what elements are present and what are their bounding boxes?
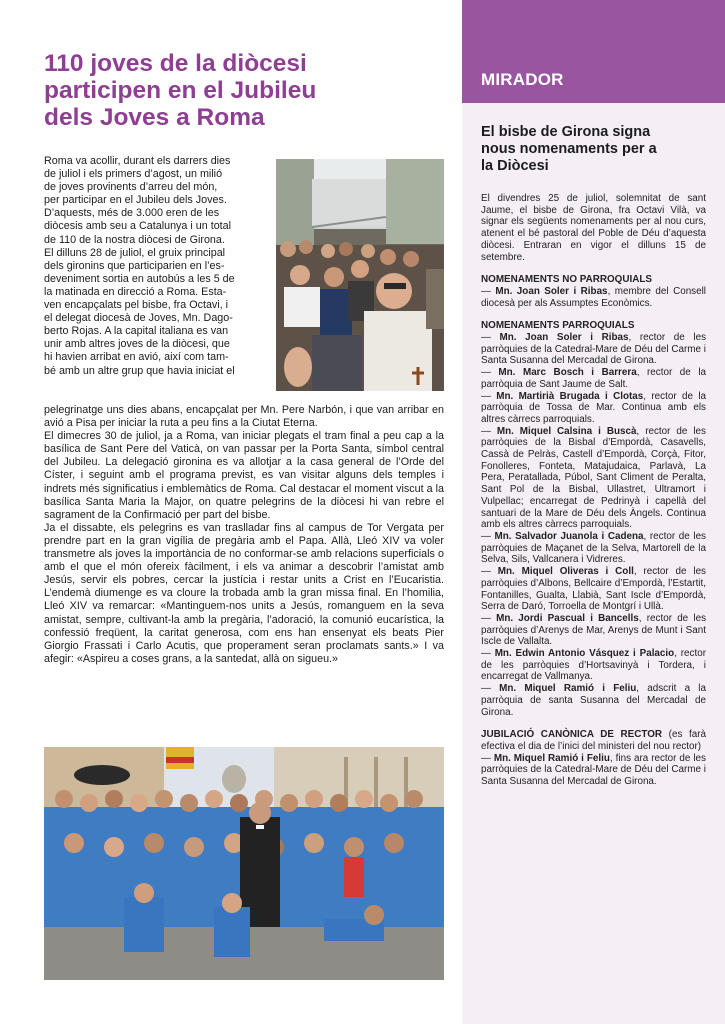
appointment-entry: — Mn. Miquel Ramió i Feliu, fins ara rector de les parròquies de la Catedral-Mare de Déu del Carme i Santa Susanna del Mercadal de Girona. xyxy=(481,752,706,788)
section-label: MIRADOR xyxy=(481,70,564,89)
text-line: de 110 de la nostra diòcesi de Girona. xyxy=(44,233,225,246)
title-line: nous nomenaments per a xyxy=(481,141,657,157)
priest-name: Mn. Miquel Ramió i Feliu xyxy=(493,752,610,764)
appointment-entry: — Mn. Edwin Antonio Vásquez i Palacio, rector de les parròquies d’Hortsavinyà i Tordera, i encarregat de Vallmanya. xyxy=(481,648,707,683)
text-line: ven encapçalats pel bisbe, fra Octavi, i xyxy=(44,299,229,312)
text-line: dels gironins que participarien en l’es- xyxy=(44,259,225,272)
appointment-text: , rector de les parròquies de Maçanet de la Selva, Martorell de la Selva, Sils, Vallcanera i Vidreres. xyxy=(481,530,706,566)
priest-name: Mn. Martirià Brugada i Clotas xyxy=(496,390,644,402)
article-title xyxy=(44,50,454,131)
priest-name: Mn. Joan Soler i Ribas xyxy=(499,332,629,344)
appointment-text: , membre del Consell diocesà per als Assumptes Econòmics. xyxy=(481,285,707,309)
appointment-entry: — Mn. Jordi Pascual i Bancells, rector de les parròquies d’Arenys de Mar, Arenys de Munt i Sant Iscle de Vallalta. xyxy=(481,612,707,648)
section-heading xyxy=(481,729,706,752)
appointment-entry: — Mn. Joan Soler i Ribas, rector de les parròquies de la Catedral-Mare de Déu del Carme i Santa Susanna del Mercadal de Girona. xyxy=(481,332,707,367)
text-line: bé amb un altre grup que havia iniciat el xyxy=(44,364,235,377)
paragraph: pelegrinatge uns dies abans, encapçalat per Mn. Pere Narbón, i que van arribar en avió a Pisa per iniciar la ruta a peu fins a la Ciutat Eterna. xyxy=(44,404,444,430)
appointment-text: , rector de les parròquies d’Arenys de Mar, Arenys de Munt i Sant Iscle de Vallalta. xyxy=(481,612,707,648)
appointment-entry: — Mn. Salvador Juanola i Cadena, rector de les parròquies de Maçanet de la Selva, Martorell de la Selva, Sils, Vallcanera i Vidreres. xyxy=(481,530,706,566)
section-heading-title: JUBILACIÓ CANÒNICA DE RECTOR xyxy=(481,729,663,741)
appointment-text: , rector de les parròquies de la Catedral-Mare de Déu del Carme i Santa Susanna del Mercadal de Girona. xyxy=(481,332,707,367)
text-line: el delegat diocesà de Joves, Mn. Dago- xyxy=(44,312,233,325)
sidebar-header xyxy=(462,0,725,103)
appointment-text: , adscrit a la parròquia de santa Susanna del Mercadal de Girona. xyxy=(481,683,706,718)
section-heading: NOMENAMENTS PARROQUIALS xyxy=(481,320,635,332)
text-line: diòcesis amb seu a Catalunya i un total xyxy=(44,220,232,233)
appointment-text: , rector de les parròquies d’Albons, Bellcaire d’Empordà, l’Estartit, Fontanilles, Gualta, Llabià, Sant Iscle d’Empordà, Serra de Daró, Torroella de Montgrí i Ullà. xyxy=(481,566,706,613)
title-line: participen en el Jubileu xyxy=(44,77,317,104)
sidebar-body xyxy=(481,193,706,788)
text-line: berto Rojas. A la capital italiana es van xyxy=(44,325,229,338)
text-line: El dilluns 28 de juliol, el gruix principal xyxy=(44,246,226,259)
priest-name: Mn. Salvador Juanola i Cadena xyxy=(494,530,644,542)
priest-name: Mn. Joan Soler i Ribas xyxy=(495,285,608,297)
title-line: El bisbe de Girona signa xyxy=(481,124,651,140)
sidebar-mirador xyxy=(462,0,725,1024)
text-line: unir amb altres joves de la diòcesi, que xyxy=(44,338,230,351)
group-photo-rome xyxy=(44,747,444,980)
appointment-entry: — Mn. Miquel Ramió i Feliu, adscrit a la parròquia de santa Susanna del Mercadal de Girona. xyxy=(481,683,706,718)
appointment-entry: — Mn. Martirià Brugada i Clotas, rector de la parròquia de Tossa de Mar. Continua amb els altres càrrecs parroquials. xyxy=(481,390,706,425)
appointment-text: , fins ara rector de les parròquies de la Catedral-Mare de Déu del Carme i Santa Susanna del Mercadal de Girona. xyxy=(481,752,706,788)
text-line: Roma va acollir, durant els darrers dies xyxy=(44,155,231,167)
appointment-text: , rector de la parròquia de Sant Jaume de Salt. xyxy=(481,367,707,390)
article-body xyxy=(44,404,444,666)
title-line: dels Joves a Roma xyxy=(44,104,265,131)
priest-name: Mn. Jordi Pascual i Bancells xyxy=(496,612,639,624)
text-line: de joves provinents d’arreu del món, xyxy=(44,181,218,194)
text-line: deveniment sortia en autobús a les 5 de xyxy=(44,272,235,285)
priest-name: Mn. Marc Bosch i Barrera xyxy=(498,367,637,379)
sidebar-title xyxy=(481,124,706,175)
appointment-text: , rector de les parròquies de la Bisbal d’Empordà, Casavells, Cassà de Pelràs, Castell d’Empordà, Corçà, Fitor, Fonolleres, Fonteta, Matajudaica, Parlavà, La Pera, Peratallada, Púbol, Sant Climent de Peralta, Sant Pol de la Bisbal, Ullastret, Ultramort i Vulpellac; encarregat de Pedrinyà i capellà del santuari de la Mare de Déu dels Àngels. Continua amb els altres càrrecs parroquials. xyxy=(481,425,706,531)
priest-name: Mn. Miquel Oliveras i Coll xyxy=(497,566,634,578)
bus-selfie-photo xyxy=(276,159,444,391)
appointment-entry: — Mn. Miquel Oliveras i Coll, rector de les parròquies d’Albons, Bellcaire d’Empordà, l’Estartit, Fontanilles, Gualta, Llabià, Sant Iscle d’Empordà, Serra de Daró, Torroella de Montgrí i Ullà. xyxy=(481,566,706,613)
appointment-entry: — Mn. Marc Bosch i Barrera, rector de la parròquia de Sant Jaume de Salt. xyxy=(481,367,707,390)
text-line: D’aquests, més de 3.000 eren de les xyxy=(44,207,220,220)
text-line: per participar en el Jubileu dels Joves. xyxy=(44,194,227,207)
priest-name: Mn. Edwin Antonio Vásquez i Palacio xyxy=(494,648,675,660)
sidebar-intro: El divendres 25 de juliol, solemnitat de sant Jaume, el bisbe de Girona, fra Octavi Vilà, va signar els següents nomenaments per al nou curs, atenent el bé pastoral del Poble de Déu d’aquesta diòcesi. Entraran en vigor el dilluns 15 de setembre. xyxy=(481,193,706,263)
title-line: 110 joves de la diòcesi xyxy=(44,50,307,77)
title-line: la Diòcesi xyxy=(481,158,549,174)
appointment-entry: — Mn. Miquel Calsina i Buscà, rector de les parròquies de la Bisbal d’Empordà, Casavells, Cassà de Pelràs, Castell d’Empordà, Corçà, Fitor, Fonolleres, Fonteta, Matajudaica, Parlavà, La Pera, Peratallada, Púbol, Sant Climent de Peralta, Sant Pol de la Bisbal, Ullastret, Ultramort i Vulpellac; encarregat de Pedrinyà i capellà del santuari de la Mare de Déu dels Àngels. Continua amb els altres càrrecs parroquials. xyxy=(481,425,706,531)
appointment-text: , rector de les parròquies d’Hortsavinyà i Tordera, i encarregat de Vallmanya. xyxy=(481,648,707,683)
section-heading: NOMENAMENTS NO PARROQUIALS xyxy=(481,274,652,286)
paragraph: Ja el dissabte, els pelegrins es van traslladar fins al campus de Tor Vergata per prendre part en la gran vigília de pregària amb el Papa. Allà, Lleó XIV va voler transmetre als joves la importància de no conformar-se amb relacions superficials o amb el que el món ofereix fàcilment, i els va animar a descobrir l’amistat amb Jesús, servir els pobres, cercar la justícia i restar units a Crist en l’Eucaristia. L’endemà diumenge es va cloure la trobada amb la gran missa final. En l’homilia, Lleó XIV va remarcar: «Mantinguem-nos units a Jesús, romanguem en la seva amistat, sempre, cultivant-la amb la pregària, l’adoració, la comunió eucarística, la confessió freqüent, la caritat generosa, com ens han ensenyat els beats Pier Giorgio Frassati i Carlo Acutis, que properament seran proclamats sants.» I va afegir: «Aspireu a coses grans, a la santedat, allà on sigueu.» xyxy=(44,521,444,665)
text-line: la matinada en direcció a Roma. Esta- xyxy=(44,285,227,298)
priest-name: Mn. Miquel Ramió i Feliu xyxy=(499,683,637,695)
appointment-entry: — Mn. Joan Soler i Ribas, membre del Consell diocesà per als Assumptes Econòmics. xyxy=(481,285,707,309)
section-note: (es farà efectiva el dia de l’inici del ministeri del nou rector) xyxy=(481,729,706,752)
text-line: de juliol i els primers d’agost, un milió xyxy=(44,168,223,181)
priest-name: Mn. Miquel Calsina i Buscà xyxy=(496,425,637,437)
article-intro xyxy=(44,155,266,378)
appointment-text: , rector de la parròquia de Tossa de Mar. Continua amb els altres càrrecs parroquials. xyxy=(481,390,706,425)
paragraph: El dimecres 30 de juliol, ja a Roma, van iniciar plegats el tram final a peu cap a la basílica de Sant Pere del Vaticà, on van passar per la Porta Santa, símbol central del Jubileu. La delegació gironina es va allotjar a la casa general de l’Orde del Císter, i seguint amb el programa previst, es van visitar alguns dels temples i indrets més significatius i emblemàtics de Roma. Cal destacar el moment viscut a la basílica Santa Maria la Major, on quatre pelegrins de la diòcesi hi van rebre el sagrament de la Confirmació per part del bisbe. xyxy=(44,430,444,521)
text-line: hi havien arribat en avió, així com tam- xyxy=(44,351,229,364)
